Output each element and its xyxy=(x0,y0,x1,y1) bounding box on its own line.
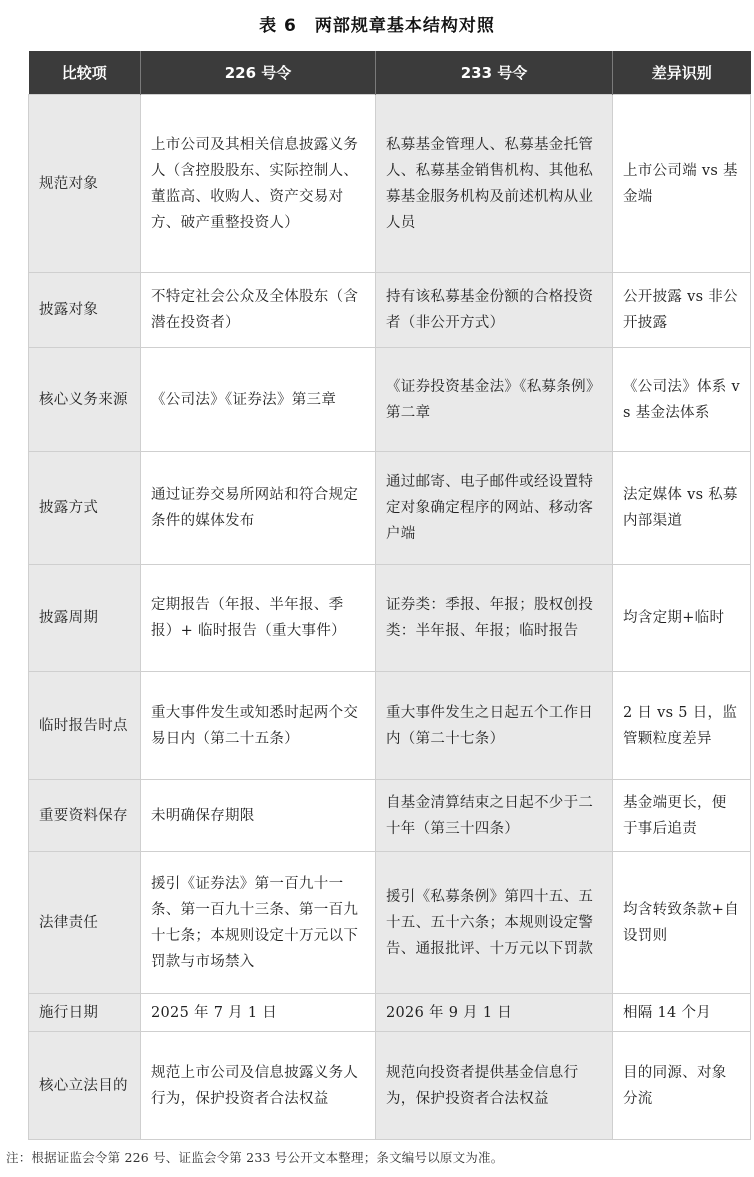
row-item: 核心立法目的 xyxy=(29,1032,141,1140)
header-difference: 差异识别 xyxy=(613,51,751,95)
table-row xyxy=(29,452,751,565)
header-order-226: 226 号令 xyxy=(141,51,376,95)
row-item: 临时报告时点 xyxy=(29,672,141,780)
row-diff: 均含转致条款+自设罚则 xyxy=(613,852,751,994)
row-diff: 公开披露 vs 非公开披露 xyxy=(613,273,751,348)
row-diff: 《公司法》体系 vs 基金法体系 xyxy=(613,348,751,452)
row-diff: 2 日 vs 5 日，监管颗粒度差异 xyxy=(613,672,751,780)
table-row xyxy=(29,780,751,852)
row-item: 核心义务来源 xyxy=(29,348,141,452)
row-226: 重大事件发生或知悉时起两个交易日内（第二十五条） xyxy=(141,672,376,780)
row-233: 援引《私募条例》第四十五、五十五、五十六条；本规则设定警告、通报批评、十万元以下罚款 xyxy=(376,852,613,994)
table-row xyxy=(29,994,751,1032)
row-226: 规范上市公司及信息披露义务人行为，保护投资者合法权益 xyxy=(141,1032,376,1140)
header-item: 比较项 xyxy=(29,51,141,95)
row-233: 持有该私募基金份额的合格投资者（非公开方式） xyxy=(376,273,613,348)
row-diff: 基金端更长，便于事后追责 xyxy=(613,780,751,852)
table-title: 表 6 两部规章基本结构对照 xyxy=(259,16,495,36)
table-row xyxy=(29,672,751,780)
row-233: 通过邮寄、电子邮件或经设置特定对象确定程序的网站、移动客户端 xyxy=(376,452,613,565)
comparison-table xyxy=(28,51,751,1140)
row-diff: 均含定期+临时 xyxy=(613,565,751,672)
row-diff: 相隔 14 个月 xyxy=(613,994,751,1032)
row-233: 重大事件发生之日起五个工作日内（第二十七条） xyxy=(376,672,613,780)
row-item: 重要资料保存 xyxy=(29,780,141,852)
row-item: 披露方式 xyxy=(29,452,141,565)
table-row xyxy=(29,273,751,348)
row-233: 自基金清算结束之日起不少于二十年（第三十四条） xyxy=(376,780,613,852)
row-226: 援引《证券法》第一百九十一条、第一百九十三条、第一百九十七条；本规则设定十万元以下罚款与市场禁入 xyxy=(141,852,376,994)
table-row xyxy=(29,1032,751,1140)
row-item: 法律责任 xyxy=(29,852,141,994)
table-row xyxy=(29,95,751,273)
table-row xyxy=(29,348,751,452)
row-diff: 目的同源、对象分流 xyxy=(613,1032,751,1140)
row-diff: 上市公司端 vs 基金端 xyxy=(613,95,751,273)
row-item: 施行日期 xyxy=(29,994,141,1032)
row-226: 未明确保存期限 xyxy=(141,780,376,852)
row-item: 规范对象 xyxy=(29,95,141,273)
table-row xyxy=(29,565,751,672)
row-233: 规范向投资者提供基金信息行为，保护投资者合法权益 xyxy=(376,1032,613,1140)
row-233: 证券类：季报、年报；股权创投类：半年报、年报；临时报告 xyxy=(376,565,613,672)
row-226: 《公司法》《证券法》第三章 xyxy=(141,348,376,452)
header-row xyxy=(29,51,751,95)
row-item: 披露周期 xyxy=(29,565,141,672)
row-226: 定期报告（年报、半年报、季报）+ 临时报告（重大事件） xyxy=(141,565,376,672)
row-233: 私募基金管理人、私募基金托管人、私募基金销售机构、其他私募基金服务机构及前述机构从业人员 xyxy=(376,95,613,273)
row-226: 不特定社会公众及全体股东（含潜在投资者） xyxy=(141,273,376,348)
row-233: 2026 年 9 月 1 日 xyxy=(376,994,613,1032)
source-note: 注：根据证监会令第 226 号、证监会令第 233 号公开文本整理；条文编号以原文为准。 xyxy=(6,1150,504,1165)
header-order-233: 233 号令 xyxy=(376,51,613,95)
row-item: 披露对象 xyxy=(29,273,141,348)
row-226: 通过证券交易所网站和符合规定条件的媒体发布 xyxy=(141,452,376,565)
row-diff: 法定媒体 vs 私募内部渠道 xyxy=(613,452,751,565)
row-226: 上市公司及其相关信息披露义务人（含控股股东、实际控制人、董监高、收购人、资产交易对方、破产重整投资人） xyxy=(141,95,376,273)
row-226: 2025 年 7 月 1 日 xyxy=(141,994,376,1032)
table-row xyxy=(29,852,751,994)
row-233: 《证券投资基金法》《私募条例》第二章 xyxy=(376,348,613,452)
